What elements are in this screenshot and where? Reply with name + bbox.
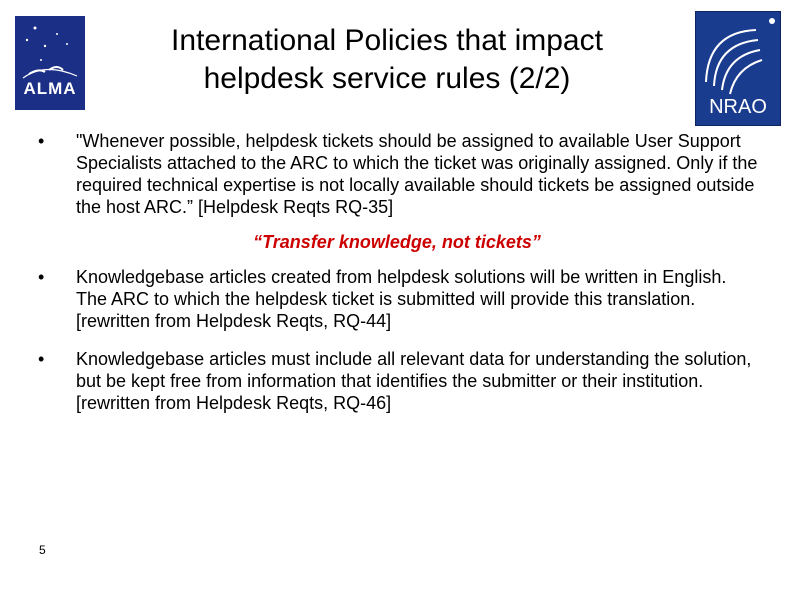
- bullet-item-2: [38, 266, 758, 332]
- bullet-marker: •: [38, 131, 45, 151]
- bullet-text: Knowledgebase articles must include all relevant data for understanding the solution, but be kept free from information that identifies the submitter or their institution. [rewritten from Helpdesk Reqts, RQ-46]: [76, 349, 752, 413]
- bullet-item-3: [38, 348, 758, 414]
- bullet-marker: •: [38, 267, 45, 287]
- nrao-logo: [695, 11, 781, 126]
- highlight-quote: “Transfer knowledge, not tickets”: [253, 232, 541, 252]
- alma-logo-text: ALMA: [23, 79, 77, 98]
- page-number: 5: [39, 543, 46, 557]
- nrao-logo-text: NRAO: [709, 96, 767, 118]
- page-title: [112, 22, 662, 98]
- bullet-text: Knowledgebase articles created from helpdesk solutions will be written in English. The ARC to which the helpdesk ticket is submitted will provide this translation. [rewritten from Helpdesk Reqts, RQ-44]: [76, 267, 727, 331]
- title-line-1: International Policies that impact: [171, 24, 603, 57]
- bullet-text: "Whenever possible, helpdesk tickets should be assigned to available User Support Specialists attached to the ARC to which the ticket was originally assigned. Only if the required technical expertise is not locally available should tickets be assigned outside the host ARC.” [Helpdesk Reqts RQ-35]: [76, 131, 758, 217]
- title-line-2: helpdesk service rules (2/2): [203, 62, 571, 95]
- bullet-marker: •: [38, 349, 45, 369]
- alma-logo: [15, 16, 85, 110]
- bullet-item-1: [38, 130, 758, 218]
